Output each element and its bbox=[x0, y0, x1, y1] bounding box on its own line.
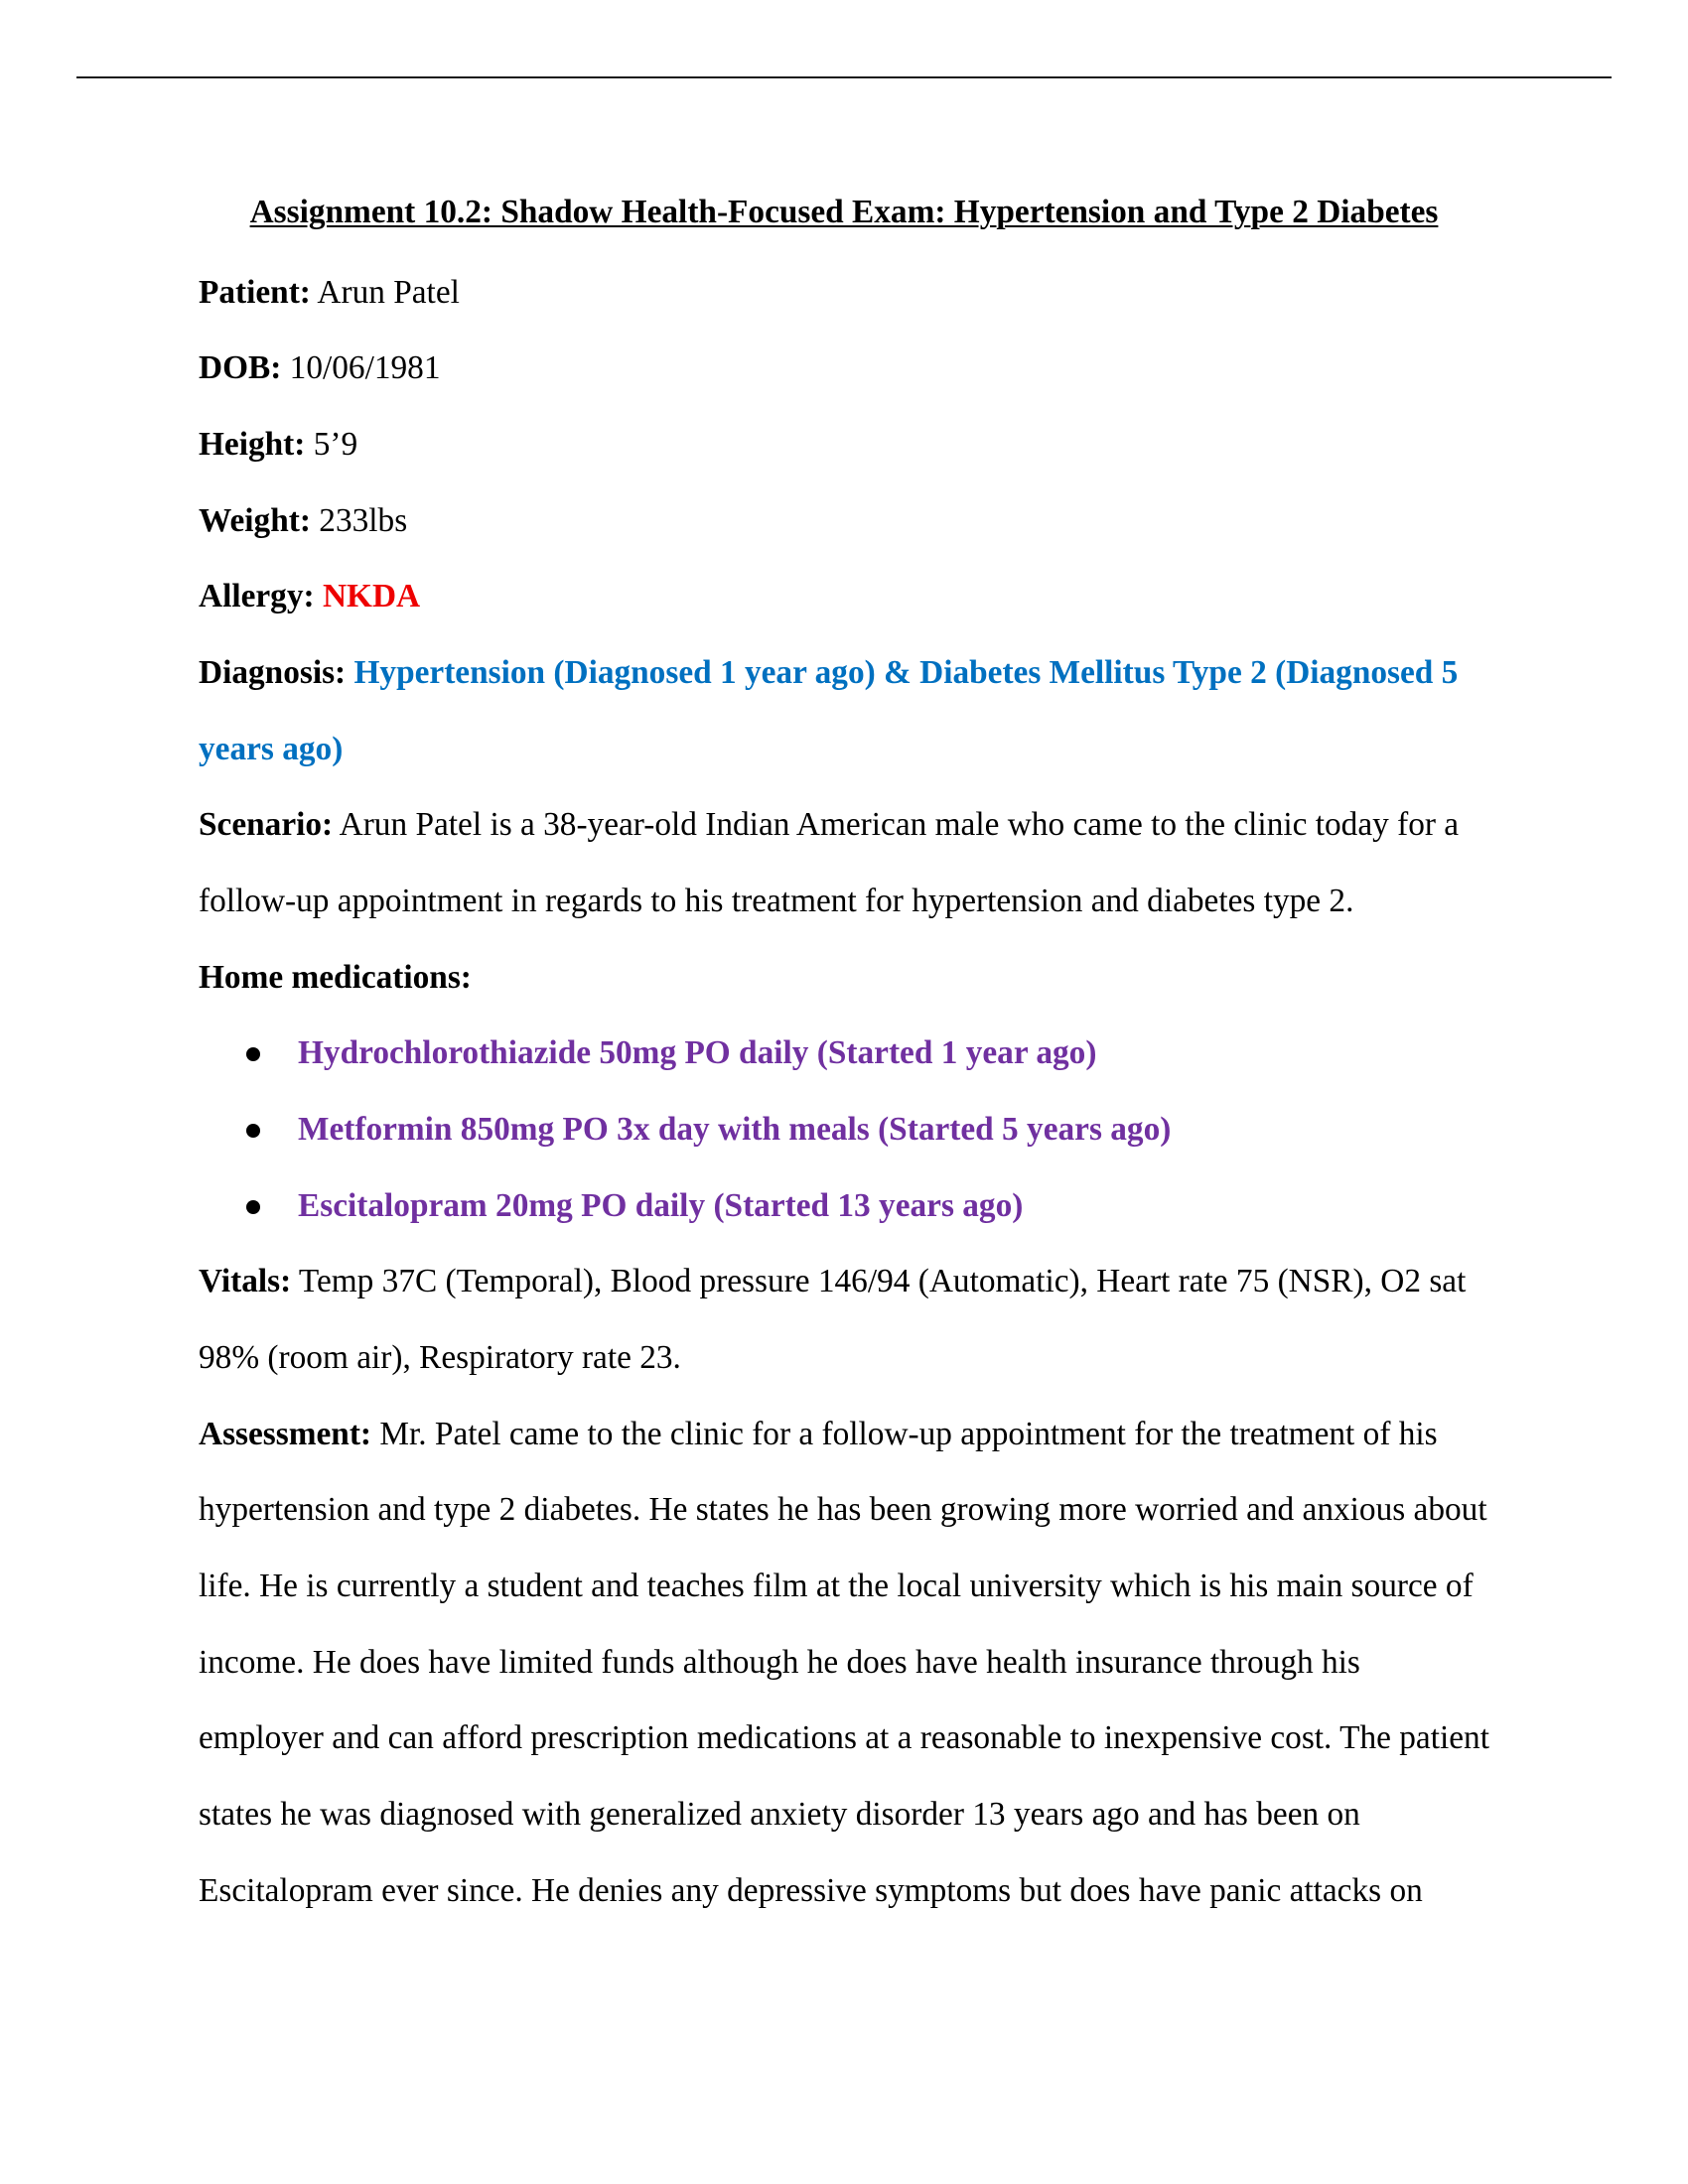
home-medications-heading bbox=[199, 940, 1489, 1017]
height-label: Height: bbox=[199, 426, 306, 464]
allergy-value: NKDA bbox=[322, 578, 421, 615]
home-medications-label: Home medications: bbox=[199, 958, 472, 996]
vitals-value: Temp 37C (Temporal), Blood pressure 146/94 (Automatic), Heart rate 75 (NSR), O2 sat 98% (room air), Respiratory rate 23. bbox=[199, 1263, 1467, 1377]
scenario-value: Arun Patel is a 38-year-old Indian American male who came to the clinic today for a follow-up appointment in regards to his treatment for hypertension and diabetes type 2. bbox=[199, 806, 1460, 920]
patient-field bbox=[199, 255, 1489, 332]
diagnosis-value: Hypertension (Diagnosed 1 year ago) & Diabetes Mellitus Type 2 (Diagnosed 5 years ago) bbox=[199, 654, 1459, 767]
assessment-value: Mr. Patel came to the clinic for a follow-up appointment for the treatment of his hypertension and type 2 diabetes. He states he has been growing more worried and anxious about life. He is currently a student and teaches film at the local university which is his main source of income. He does have limited funds although he does have health insurance through his employer and can afford prescription medications at a reasonable to inexpensive cost. The patient states he was diagnosed with generalized anxiety disorder 13 years ago and has been on Escitalopram ever since. He denies any depressive symptoms but does have panic attacks on bbox=[199, 1415, 1489, 1909]
weight-field bbox=[199, 483, 1489, 560]
scenario-label: Scenario: bbox=[199, 806, 334, 844]
bullet-icon bbox=[246, 1200, 260, 1214]
scenario-field bbox=[199, 787, 1489, 939]
height-value: 5’9 bbox=[313, 426, 358, 464]
patient-label: Patient: bbox=[199, 273, 311, 311]
weight-value: 233lbs bbox=[319, 501, 408, 539]
allergy-label: Allergy: bbox=[199, 578, 315, 615]
dob-value: 10/06/1981 bbox=[289, 349, 441, 387]
height-field bbox=[199, 407, 1489, 483]
patient-value: Arun Patel bbox=[317, 273, 460, 311]
vitals-field bbox=[199, 1244, 1489, 1396]
header-rule bbox=[76, 76, 1612, 78]
diagnosis-field bbox=[199, 635, 1489, 787]
medication-text: Hydrochlorothiazide 50mg PO daily (Started 1 year ago) bbox=[298, 1034, 1097, 1072]
assessment-field bbox=[199, 1397, 1489, 1930]
medication-item bbox=[199, 1016, 1489, 1092]
allergy-field bbox=[199, 559, 1489, 635]
vitals-label: Vitals: bbox=[199, 1263, 292, 1300]
medication-item bbox=[199, 1092, 1489, 1168]
diagnosis-label: Diagnosis: bbox=[199, 654, 347, 692]
medication-list bbox=[199, 1016, 1489, 1244]
document-title: Assignment 10.2: Shadow Health-Focused Exam: Hypertension and Type 2 Diabetes bbox=[249, 194, 1439, 230]
document-page bbox=[199, 175, 1489, 1929]
bullet-icon bbox=[246, 1047, 260, 1061]
dob-field bbox=[199, 331, 1489, 407]
dob-label: DOB: bbox=[199, 349, 282, 387]
weight-label: Weight: bbox=[199, 501, 311, 539]
bullet-icon bbox=[246, 1124, 260, 1138]
assessment-label: Assessment: bbox=[199, 1415, 372, 1452]
medication-item bbox=[199, 1168, 1489, 1245]
medication-text: Metformin 850mg PO 3x day with meals (Started 5 years ago) bbox=[298, 1111, 1172, 1149]
medication-text: Escitalopram 20mg PO daily (Started 13 years ago) bbox=[298, 1186, 1024, 1224]
